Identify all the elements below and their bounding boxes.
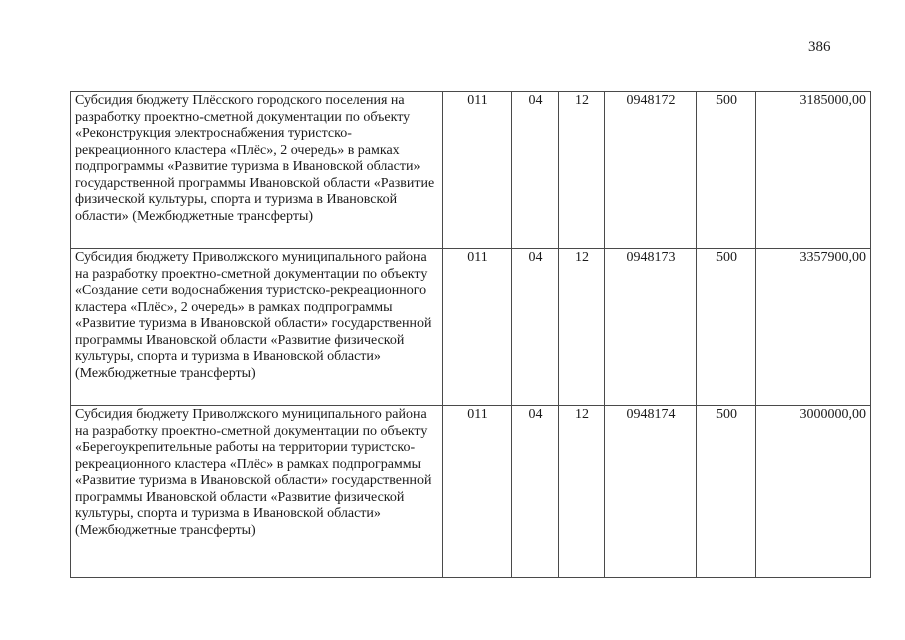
section-cell: 04 [512,92,559,249]
subsection-cell: 12 [559,406,605,578]
target-article-cell: 0948172 [605,92,697,249]
table-row [71,249,871,406]
target-article-cell: 0948174 [605,406,697,578]
ministry-code-cell: 011 [443,249,512,406]
expense-type-cell: 500 [697,92,756,249]
amount-cell: 3000000,00 [756,406,871,578]
expense-type-cell: 500 [697,249,756,406]
table-row [71,92,871,249]
section-cell: 04 [512,249,559,406]
amount-cell: 3357900,00 [756,249,871,406]
description-cell: Субсидия бюджету Плёсского городского поселения на разработку проектно-сметной документации по объекту «Реконструкция электроснабжения туристско-рекреационного кластера «Плёс», 2 очередь» в рамках подпрограммы «Развитие туризма в Ивановской области» государственной программы Ивановской области «Развитие физической культуры, спорта и туризма в Ивановской области» (Межбюджетные трансферты) [71,92,443,249]
subsection-cell: 12 [559,92,605,249]
expense-type-cell: 500 [697,406,756,578]
amount-cell: 3185000,00 [756,92,871,249]
description-cell: Субсидия бюджету Приволжского муниципального района на разработку проектно-сметной документации по объекту «Создание сети водоснабжения туристско-рекреационного кластера «Плёс», 2 очередь» в рамках подпрограммы «Развитие туризма в Ивановской области» государственной программы Ивановской области «Развитие физической культуры, спорта и туризма в Ивановской области» (Межбюджетные трансферты) [71,249,443,406]
section-cell: 04 [512,406,559,578]
target-article-cell: 0948173 [605,249,697,406]
ministry-code-cell: 011 [443,92,512,249]
ministry-code-cell: 011 [443,406,512,578]
budget-table [70,91,871,578]
subsection-cell: 12 [559,249,605,406]
table-row [71,406,871,578]
page-number: 386 [808,39,831,55]
description-cell: Субсидия бюджету Приволжского муниципального района на разработку проектно-сметной документации по объекту «Берегоукрепительные работы на территории туристско-рекреационного кластера «Плёс» в рамках подпрограммы «Развитие туризма в Ивановской области» государственной программы Ивановской области «Развитие физической культуры, спорта и туризма в Ивановской области» (Межбюджетные трансферты) [71,406,443,578]
